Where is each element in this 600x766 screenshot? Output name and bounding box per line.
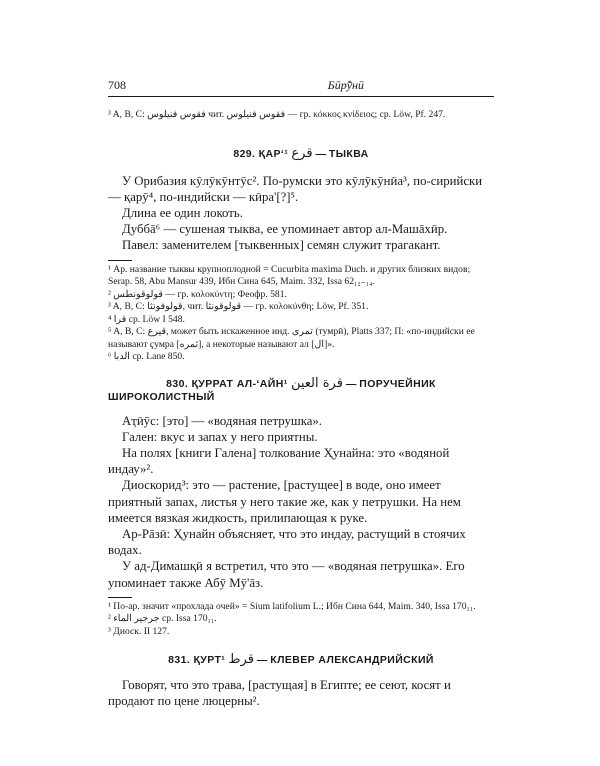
footnote-rule [108, 260, 132, 261]
entry-830-paragraph: Диоскорид³: это — растение, [растущее] в воде, оно имеет приятный запах, листья у него такие же, как у петрушки. На нем имеется вязкая жидкость, прилипающая к руке. [108, 478, 461, 525]
entry-831-title: — КЛЕВЕР АЛЕКСАНДРИЙСКИЙ [256, 654, 434, 667]
footnote: ² ﻗﻮﻟﻮﻗﻮﻧﻄﺲ — гр. κολοκύντη; Феофр. 581. [108, 288, 287, 300]
footnote: ¹ По-ар. значит «прохлада очей» = Sium latifolium L.; Ибн Сина 644, Maim. 340, Issa 170₁₁. [108, 600, 476, 612]
entry-830-paragraph: У ад-Димашқӣ я встретил, что это — «водяная петрушка». Его упоминает также Абӯ Мӯ'āз. [108, 559, 465, 590]
entry-829-heading [108, 146, 494, 161]
entry-829-paragraph: Павел: заменителем [тыквенных] семян служит трагакант. [122, 238, 441, 253]
footnote: ³ Диоск. II 127. [108, 625, 170, 637]
entry-831-paragraph: Говорят, что это трава, [растущая] в Египте; ее сеют, косят и продают по цене люцерны². [108, 678, 451, 709]
top-footnote: ³ A, B, C: ﻓﻘﻮﺱ ﻓﻨﻴﻠﻮﺱ чит. ﻓﻘﻮﺱ ﻓﻨﻴﻠﻮﺱ — гр. κόκκος κνίδειος; cp. Löw, Pf. 247. [108, 109, 446, 120]
book-page [108, 78, 494, 710]
running-title: Бӣр̂ӯнӣ [327, 78, 364, 92]
entry-830-paragraph: Гален: вкус и запах у него приятны. [122, 429, 318, 444]
entry-830-body [108, 413, 494, 591]
entry-829-body [108, 173, 494, 254]
entry-831-body [108, 677, 494, 709]
entry-831-number: 831. ҚУРТ¹ [168, 654, 226, 667]
footnote: ⁴ ﻗﺮﺍ cp. Löw I 548. [108, 313, 185, 325]
entry-829-footnotes [108, 264, 494, 364]
entry-831-heading [108, 652, 494, 667]
running-head [108, 78, 494, 97]
entry-829-title: — ТЫКВА [315, 147, 369, 160]
entry-831-arabic: ﻗﺮﻁ [228, 652, 254, 668]
entry-829-arabic: ﻗﺮﻉ [291, 145, 313, 161]
footnote: ² ﺟﺮﺟﻴﺮ ﺍﻟﻤﺎﺀ cp. Issa 170₁₁. [108, 613, 217, 625]
entry-830-paragraph: Аҭӣӯс: [это] — «водяная петрушка». [122, 413, 323, 428]
page-number: 708 [108, 78, 126, 92]
entry-830-arabic: ﻗﺮﺓ ﺍﻟﻌﻴﻦ [290, 375, 343, 391]
entry-829-paragraph: Длина ее один локоть. [122, 205, 243, 220]
entry-830-paragraph: Ар-Рāзӣ: Ҳунайн объясняет, что это индау, растущий в стоячих водах. [108, 526, 466, 558]
entry-830-heading [108, 376, 494, 403]
entry-830-number: 830. ҚУРРАТ АЛ-ʻАЙН¹ [166, 377, 288, 390]
footnote: ⁶ ﺍﻟﺪﺑﺎ cp. Lane 850. [108, 351, 185, 363]
footnote: ⁵ A, B, C: ﻗﻴﺮﻉ, может быть искаженное инд. ﺗﻤﺮﻯ (тумрӣ), Platts 337; П: «по-индийски ее называют ҫумра [ﺛﻤﺮﻩ], а некоторые называют ал [ﺍﻝ]». [108, 326, 475, 350]
entry-830-title: — ПОРУЧЕЙНИК [345, 377, 436, 390]
footnote: ³ A, B, C: ﻗﻮﻟﻮﻓﻮﻧﺜﺎ, чит. ﻗﻮﻟﻮﻗﻮﻧﺜﺎ — гр. κολοκύνθη; Löw, Pf. 351. [108, 301, 369, 313]
footnote-rule [108, 597, 132, 598]
entry-829-paragraph: Дуббā⁶ — сушеная тыква, ее упоминает автор ал-Машāхӣр. [122, 222, 448, 237]
entry-830-heading-line2: ШИРОКОЛИСТНЫЙ [108, 390, 215, 403]
entry-829-paragraph: У Орибазия кӯлӯкӯнтӯс². По-румски это кӯлӯкӯнӣа³, по-сирийски — қарӯ⁴, по-индийски — кӣра'[?]⁵. [108, 173, 483, 204]
entry-829-number: 829. ҚАРʻ¹ [233, 147, 289, 160]
entry-830-paragraph: На полях [книги Галена] толкование Ҳунайна: это «водяной индау»². [108, 445, 450, 477]
footnote: ¹ Ар. название тыквы крупноплодной = Cucurbita maxima Duch. и других близких видов; Serap. 58, Abu Mansur 439, Ибн Сина 645, Maim. 332, Issa 62₁₂₋₁₄. [108, 263, 471, 288]
entry-830-footnotes [108, 601, 494, 639]
entry-830-heading-line1 [108, 376, 494, 391]
